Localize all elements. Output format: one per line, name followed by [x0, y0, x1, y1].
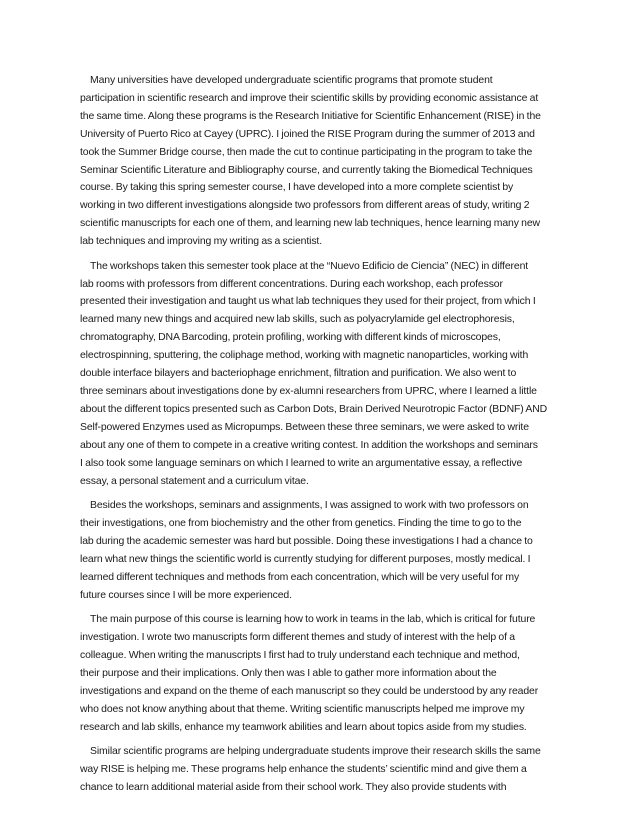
- text-line: Many universities have developed undergraduate scientific programs that promote student: [90, 75, 493, 86]
- text-line: about any one of them to compete in a creative writing contest. In addition the workshops and seminars: [80, 439, 538, 451]
- text-line: lab during the academic semester was hard but possible. Doing these investigations I had a chance to: [80, 535, 533, 547]
- text-line: University of Puerto Rico at Cayey (UPRC). I joined the RISE Program during the summer of 2013 and: [80, 128, 535, 140]
- text-line: essay, a personal statement and a curriculum vitae.: [80, 475, 309, 487]
- text-line: future courses since I will be more experienced.: [80, 589, 292, 601]
- text-line: research and lab skills, enhance my teamwork abilities and learn about topics aside from my studies.: [80, 721, 527, 733]
- text-line: presented their investigation and taught us what lab techniques they used for their project, from which I: [80, 296, 536, 308]
- text-line: about the different topics presented such as Carbon Dots, Brain Derived Neurotropic Factor (BDNF) AND: [80, 403, 548, 415]
- text-line: investigation. I wrote two manuscripts form different themes and study of interest with the help of a: [80, 631, 515, 643]
- text-line: learned many new things and acquired new lab skills, such as polyacrylamide gel electrophoresis,: [80, 314, 515, 326]
- text-line: three seminars about investigations done by ex-alumni researchers from UPRC, where I learned a little: [80, 386, 537, 397]
- text-line: Self-powered Enzymes used as Micropumps. Between these three seminars, we were asked to write: [80, 421, 529, 433]
- text-line: lab techniques and improving my writing as a scientist.: [80, 236, 322, 248]
- text-line: investigations and expand on the theme of each manuscript so they could be understood by any reader: [80, 685, 539, 697]
- text-line: working in two different investigations alongside two professors from different areas of study, writing 2: [80, 200, 530, 212]
- text-line: took the Summer Bridge course, then made the cut to continue participating in the program to take the: [80, 146, 533, 158]
- paragraph-3: [80, 497, 562, 604]
- text-line: the same time. Along these programs is the Research Initiative for Scientific Enhancement (RISE) in the: [80, 110, 541, 122]
- text-line: chromatography, DNA Barcoding, protein profiling, working with different kinds of microscopes,: [80, 332, 501, 344]
- text-line: participation in scientific research and improve their scientific skills by providing economic assistance at: [80, 92, 539, 104]
- text-line: Besides the workshops, seminars and assignments, I was assigned to work with two professors on: [90, 500, 529, 512]
- text-line: way RISE is helping me. These programs help enhance the students’ scientific mind and give them a: [80, 763, 527, 775]
- text-line: I also took some language seminars on which I learned to write an argumentative essay, a reflective: [80, 457, 523, 469]
- text-line: The main purpose of this course is learning how to work in teams in the lab, which is critical for future: [90, 614, 536, 626]
- text-line: their investigations, one from biochemistry and the other from genetics. Finding the time to go to the: [80, 517, 522, 529]
- text-line: scientific manuscripts for each one of them, and learning new lab techniques, hence learning many new: [80, 218, 540, 230]
- text-line: who does not know anything about that theme. Writing scientific manuscripts helped me improve my: [80, 703, 525, 715]
- paragraph-4: [80, 611, 562, 736]
- text-line: The workshops taken this semester took place at the “Nuevo Edificio de Ciencia” (NEC) in different: [90, 260, 529, 272]
- text-line: lab rooms with professors from different concentrations. During each workshop, each professor: [80, 278, 503, 290]
- text-line: their purpose and their implications. Only then was I able to gather more information about the: [80, 667, 497, 679]
- paragraph-2: [80, 258, 562, 491]
- text-line: Seminar Scientific Literature and Bibliography course, and currently taking the Biomedical Techniques: [80, 164, 533, 176]
- text-line: colleague. When writing the manuscripts I first had to truly understand each technique and method,: [80, 649, 520, 661]
- essay-body: [80, 72, 562, 803]
- text-line: Similar scientific programs are helping undergraduate students improve their research skills the same: [90, 746, 541, 757]
- paragraph-1: [80, 72, 562, 251]
- text-line: double interface bilayers and bacteriophage enrichment, filtration and purification. We also went to: [80, 368, 517, 380]
- paragraph-5: [80, 743, 562, 797]
- text-line: electrospinning, sputtering, the coliphage method, working with magnetic nanoparticles, working with: [80, 350, 529, 362]
- text-line: course. By taking this spring semester course, I have developed into a more complete scientist by: [80, 182, 514, 194]
- text-line: chance to learn additional material aside from their school work. They also provide students with: [80, 781, 507, 793]
- text-line: learned different techniques and methods from each concentration, which will be very useful for my: [80, 571, 520, 583]
- text-line: learn what new things the scientific world is currently studying for different purposes, mostly medical. I: [80, 553, 531, 565]
